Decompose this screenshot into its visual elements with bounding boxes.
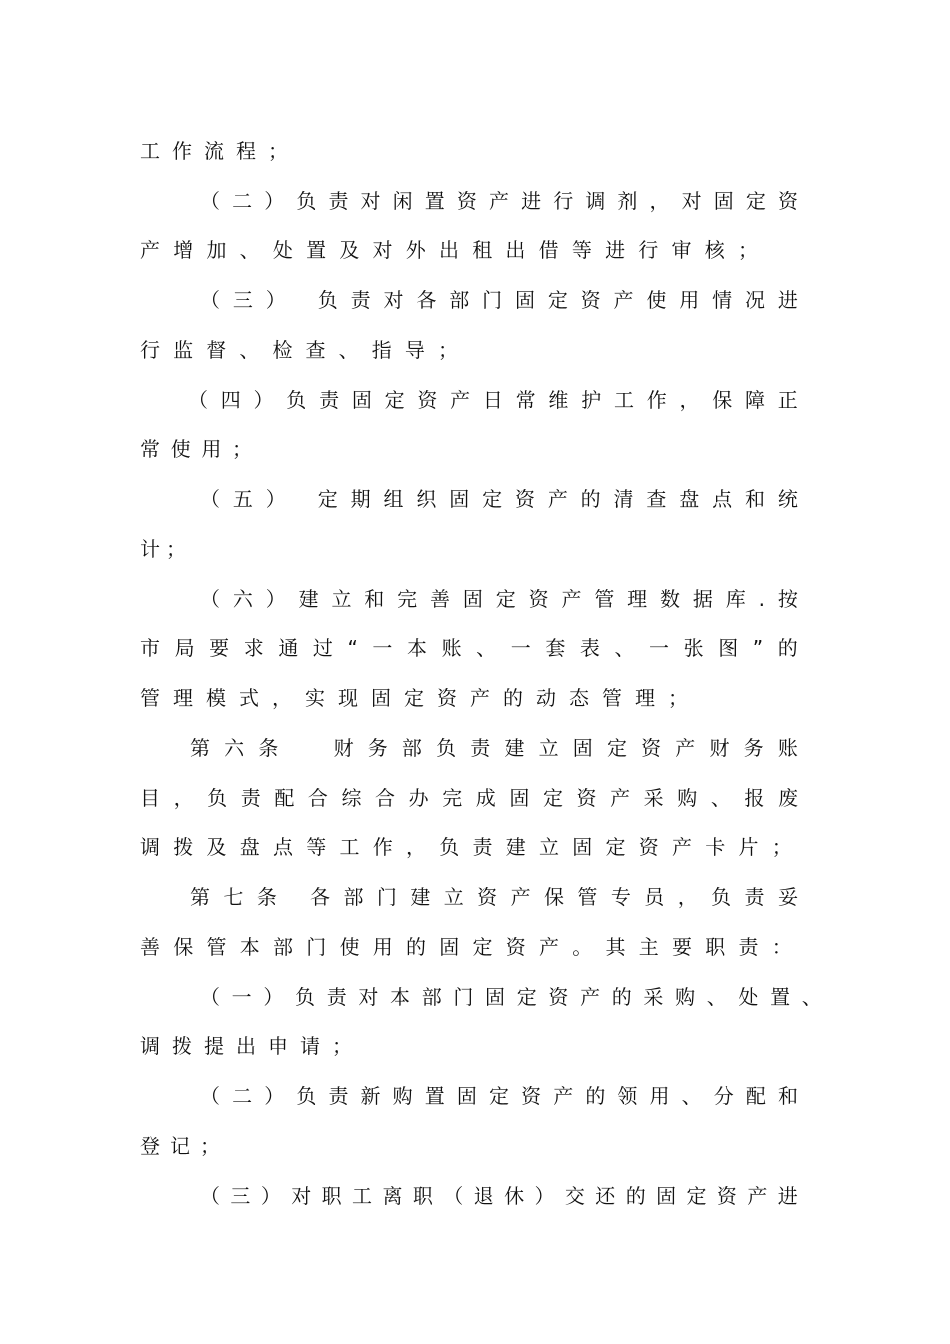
- line-text: 管 理 模 式 ， 实 现 固 定 资 产 的 动 态 管 理 ；: [140, 686, 688, 710]
- text-line: [0, 285, 950, 315]
- line-text: （ 六 ） 建 立 和 完 善 固 定 资 产 管 理 数 据 库 . 按: [200, 587, 798, 611]
- text-line: [0, 1181, 950, 1211]
- line-text: 调 拨 提 出 申 请 ；: [140, 1034, 352, 1058]
- text-line: [0, 932, 950, 962]
- line-text: 第 七 条 各 部 门 建 立 资 产 保 管 专 员 ， 负 责 妥: [190, 885, 798, 909]
- line-text: 市 局 要 求 通 过 “ 一 本 账 、 一 套 表 、 一 张 图 ” 的: [140, 636, 798, 660]
- line-text: （ 三 ） 负 责 对 各 部 门 固 定 资 产 使 用 情 况 进: [200, 288, 798, 312]
- line-text: 善 保 管 本 部 门 使 用 的 固 定 资 产 。 其 主 要 职 责 ：: [140, 935, 792, 959]
- line-text: 工 作 流 程 ；: [140, 139, 288, 163]
- line-text: 登 记 ；: [140, 1134, 220, 1158]
- text-line: [0, 385, 950, 415]
- text-line: [0, 534, 950, 564]
- line-text: 目 ， 负 责 配 合 综 合 办 完 成 固 定 资 产 采 购 、 报 废: [140, 786, 798, 810]
- text-line: [0, 733, 950, 763]
- text-line: [0, 434, 950, 464]
- line-text: （ 五 ） 定 期 组 织 固 定 资 产 的 清 查 盘 点 和 统: [200, 487, 798, 511]
- line-text: （ 一 ） 负 责 对 本 部 门 固 定 资 产 的 采 购 、 处 置 、: [200, 985, 822, 1009]
- text-line: [0, 484, 950, 514]
- text-line: [0, 136, 950, 166]
- line-text: 行 监 督 、 检 查 、 指 导 ；: [140, 338, 458, 362]
- text-line: [0, 783, 950, 813]
- line-text: 产 增 加 、 处 置 及 对 外 出 租 出 借 等 进 行 审 核 ；: [140, 238, 758, 262]
- text-line: [0, 186, 950, 216]
- line-text: （ 二 ） 负 责 新 购 置 固 定 资 产 的 领 用 、 分 配 和: [200, 1084, 798, 1108]
- text-line: [0, 832, 950, 862]
- text-line: [0, 1031, 950, 1061]
- text-line: [0, 683, 950, 713]
- text-line: [0, 1081, 950, 1111]
- line-text: 调 拨 及 盘 点 等 工 作 ， 负 责 建 立 固 定 资 产 卡 片 ；: [140, 835, 792, 859]
- text-line: [0, 633, 950, 663]
- line-text: （ 三 ） 对 职 工 离 职 （ 退 休 ） 交 还 的 固 定 资 产 进: [200, 1184, 798, 1208]
- line-text: （ 二 ） 负 责 对 闲 置 资 产 进 行 调 剂 ， 对 固 定 资: [200, 189, 798, 213]
- text-line: [0, 1131, 950, 1161]
- line-text: 第 六 条 财 务 部 负 责 建 立 固 定 资 产 财 务 账: [190, 736, 798, 760]
- line-text: 计 ；: [140, 537, 186, 561]
- text-line: [0, 584, 950, 614]
- text-line: [0, 235, 950, 265]
- text-line: [0, 982, 950, 1012]
- line-text: 常 使 用 ；: [140, 437, 252, 461]
- text-line: [0, 335, 950, 365]
- text-line: [0, 882, 950, 912]
- line-text: （ 四 ） 负 责 固 定 资 产 日 常 维 护 工 作 ， 保 障 正: [188, 388, 798, 412]
